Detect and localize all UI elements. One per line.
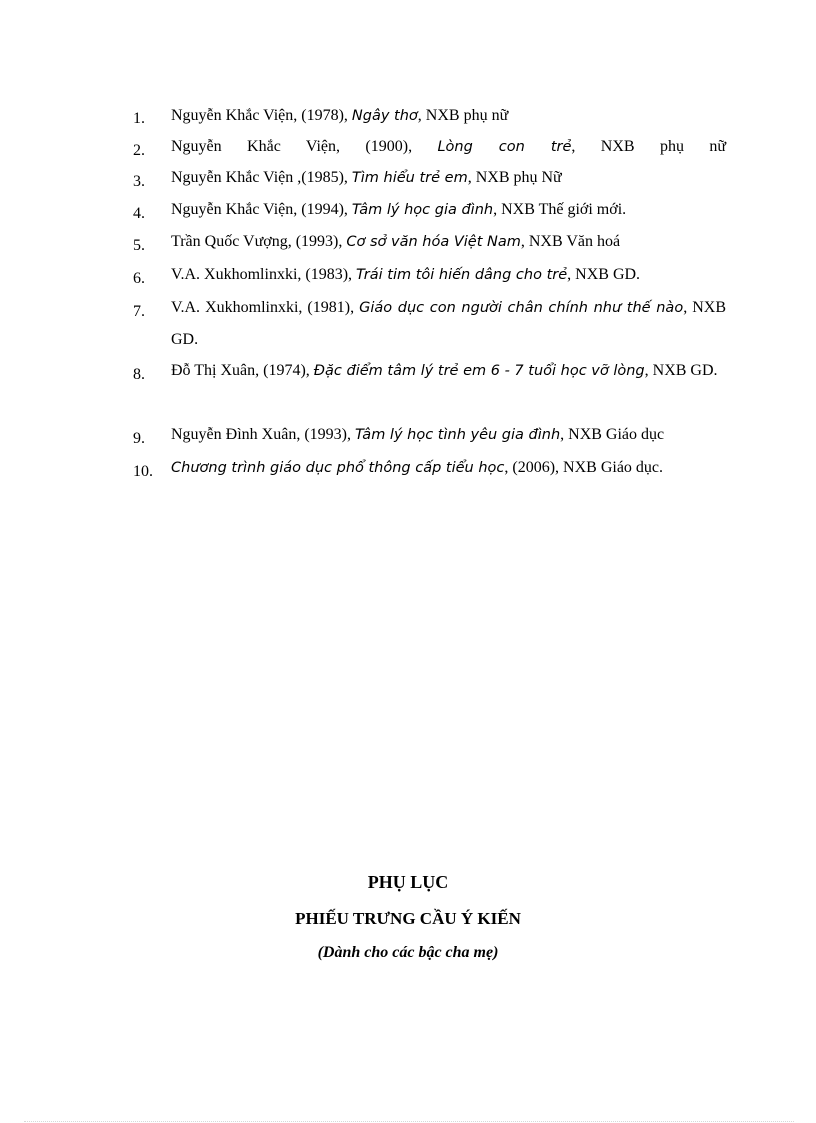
reference-segment: Nguyễn Khắc Viện ,(1985), — [171, 169, 352, 186]
reference-text — [171, 259, 726, 291]
reference-text — [171, 100, 726, 132]
reference-segment: Nguyễn Khắc Viện, (1978), — [171, 107, 352, 124]
reference-number: 3. — [133, 173, 145, 190]
reference-number: 2. — [133, 142, 145, 159]
reference-text — [171, 452, 726, 484]
reference-number: 10. — [133, 463, 153, 480]
reference-text — [171, 131, 726, 163]
reference-segment: , NXB GD. — [171, 299, 726, 348]
reference-number: 6. — [133, 270, 145, 287]
reference-work-title: Đặc điểm tâm lý trẻ em 6 - 7 tuổi học vỡ lòng — [313, 363, 645, 379]
reference-text — [171, 419, 726, 451]
reference-work-title: Lòng con trẻ — [437, 139, 572, 155]
reference-work-title: Chương trình giáo dục phổ thông cấp tiểu học — [171, 460, 505, 476]
reference-text — [171, 292, 726, 355]
reference-segment: V.A. Xukhomlinxki, (1983), — [171, 266, 357, 283]
reference-segment: , NXB GD. — [567, 266, 641, 283]
reference-number: 7. — [133, 303, 145, 320]
reference-number: 4. — [133, 205, 145, 222]
reference-segment: Trần Quốc Vượng, (1993), — [171, 233, 347, 250]
reference-number: 5. — [133, 237, 145, 254]
reference-work-title: Tâm lý học tình yêu gia đình — [354, 427, 561, 443]
reference-work-title: Tìm hiểu trẻ em — [351, 170, 468, 186]
reference-segment: , NXB Giáo dục — [560, 426, 665, 443]
reference-work-title: Ngây thơ — [351, 108, 418, 124]
reference-segment: V.A. Xukhomlinxki, (1981), — [171, 299, 360, 316]
reference-work-title: Trái tim tôi hiến dâng cho trẻ — [356, 267, 568, 283]
reference-segment: Nguyễn Đình Xuân, (1993), — [171, 426, 355, 443]
reference-segment: Nguyễn Khắc Viện, (1900), — [171, 138, 438, 155]
reference-text — [171, 226, 726, 258]
reference-segment: , NXB GD. — [644, 362, 718, 379]
reference-segment: Đỗ Thị Xuân, (1974), — [171, 362, 314, 379]
reference-segment: Nguyễn Khắc Viện, (1994), — [171, 201, 352, 218]
reference-text — [171, 194, 726, 226]
reference-number: 1. — [133, 110, 145, 127]
reference-work-title: Tâm lý học gia đình — [351, 202, 494, 218]
appendix-subtitle: PHIẾU TRƯNG CẦU Ý KIẾN — [295, 909, 521, 928]
reference-number: 8. — [133, 366, 145, 383]
page-bottom-rule — [24, 1121, 794, 1122]
appendix-title: PHỤ LỤC — [367, 872, 449, 892]
reference-segment: , NXB phụ nữ — [417, 107, 509, 124]
reference-work-title: Cơ sở văn hóa Việt Nam — [346, 234, 521, 250]
reference-number: 9. — [133, 430, 145, 447]
reference-text — [171, 162, 726, 194]
reference-segment: , NXB phụ Nữ — [467, 169, 562, 186]
reference-segment: , NXB Văn hoá — [520, 233, 621, 250]
reference-work-title: Giáo dục con người chân chính như thế nào — [359, 300, 684, 316]
reference-segment: , NXB phụ nữ — [571, 138, 727, 155]
reference-text — [171, 355, 726, 387]
reference-segment: , NXB Thế giới mới. — [493, 201, 627, 218]
appendix-note: (Dành cho các bậc cha mẹ) — [317, 944, 499, 961]
reference-segment: , (2006), NXB Giáo dục. — [504, 459, 664, 476]
